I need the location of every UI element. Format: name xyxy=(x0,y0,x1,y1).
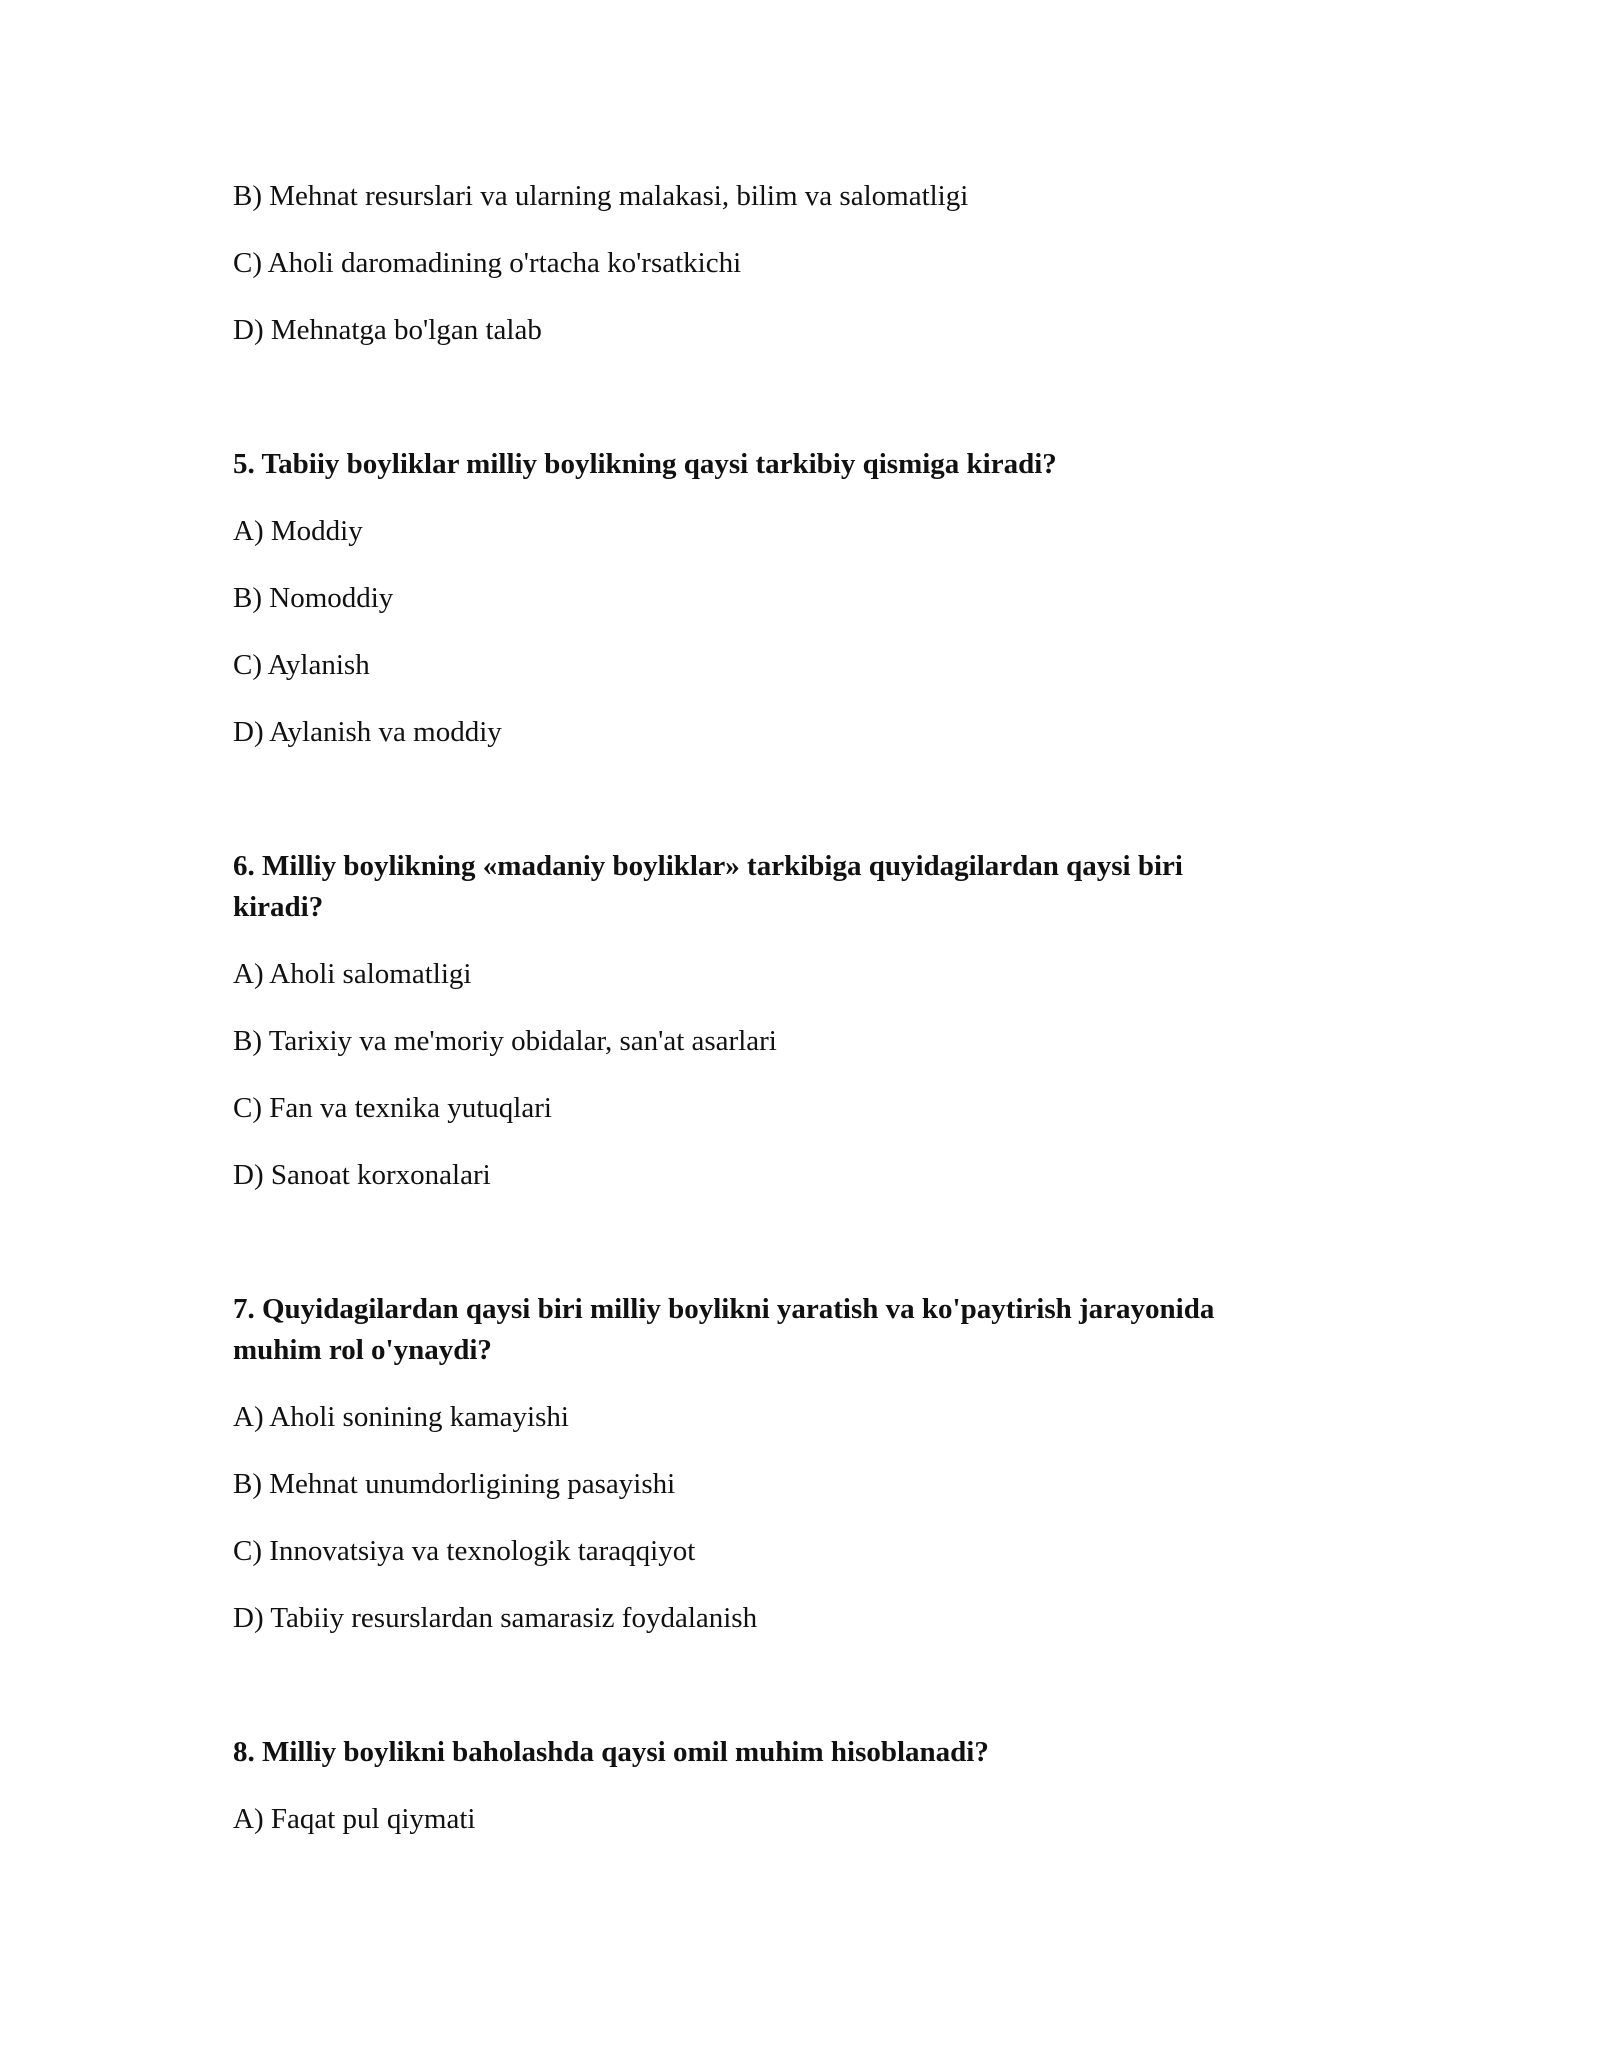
answer-option: D) Mehnatga bo'lgan talab xyxy=(233,314,542,346)
answer-option: D) Sanoat korxonalari xyxy=(233,1159,491,1191)
spacer xyxy=(233,1222,1343,1289)
answer-option: C) Innovatsiya va texnologik taraqqiyot xyxy=(233,1535,696,1567)
spacer xyxy=(233,1665,1343,1732)
question-7-line-1: 7. Quyidagilardan qaysi biri milliy boylikni yaratish va ko'paytirish jarayonida xyxy=(233,1293,1215,1325)
spacer xyxy=(233,377,1343,444)
answer-option: A) Aholi salomatligi xyxy=(233,958,472,990)
question-6-text xyxy=(233,846,1343,928)
answer-option: D) Tabiiy resurslardan samarasiz foydalanish xyxy=(233,1602,758,1634)
answer-option: A) Faqat pul qiymati xyxy=(233,1803,476,1835)
spacer xyxy=(233,779,1343,846)
question-8-text: 8. Milliy boylikni baholashda qaysi omil muhim hisoblanadi? xyxy=(233,1736,989,1768)
document-page xyxy=(233,176,1343,1866)
answer-option: B) Nomoddiy xyxy=(233,582,394,614)
answer-option: B) Mehnat unumdorligining pasayishi xyxy=(233,1468,676,1500)
answer-option: A) Moddiy xyxy=(233,515,363,547)
answer-option: A) Aholi sonining kamayishi xyxy=(233,1401,569,1433)
answer-option: B) Tarixiy va me'moriy obidalar, san'at asarlari xyxy=(233,1025,777,1057)
answer-option: B) Mehnat resurslari va ularning malakasi, bilim va salomatligi xyxy=(233,180,969,212)
answer-option: C) Aholi daromadining o'rtacha ko'rsatkichi xyxy=(233,247,742,279)
question-6-line-1: 6. Milliy boylikning «madaniy boyliklar» tarkibiga quyidagilardan qaysi biri xyxy=(233,850,1183,882)
question-5-text: 5. Tabiiy boyliklar milliy boylikning qaysi tarkibiy qismiga kiradi? xyxy=(233,448,1057,480)
answer-option: C) Fan va texnika yutuqlari xyxy=(233,1092,552,1124)
answer-option: D) Aylanish va moddiy xyxy=(233,716,502,748)
answer-option: C) Aylanish xyxy=(233,649,370,681)
question-6-line-2: kiradi? xyxy=(233,891,324,923)
question-7-line-2: muhim rol o'ynaydi? xyxy=(233,1334,492,1366)
question-7-text xyxy=(233,1289,1343,1371)
